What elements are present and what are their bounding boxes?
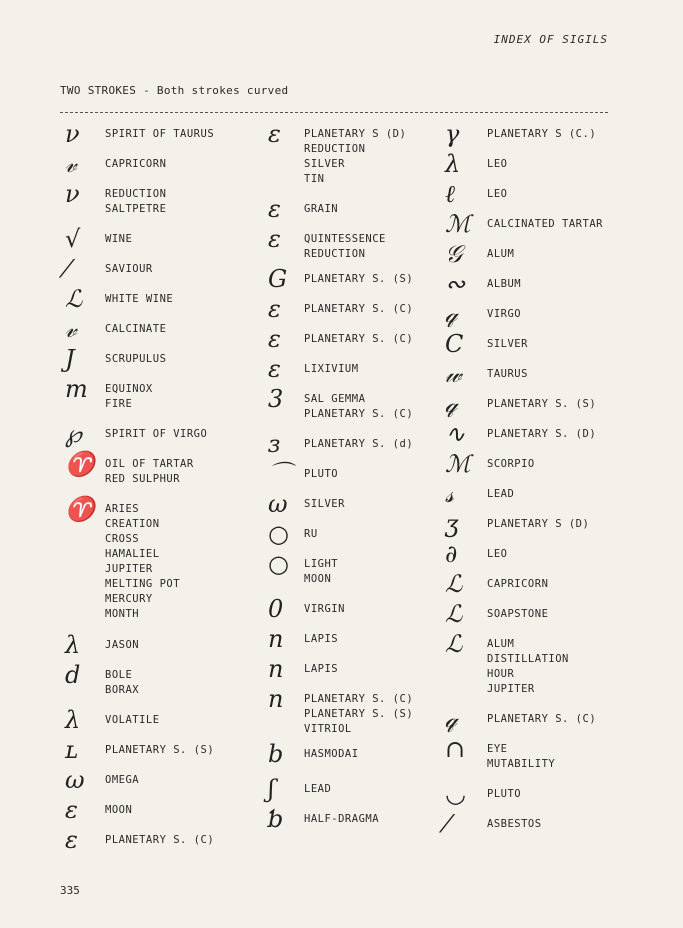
sigil-glyph: ℒ (445, 630, 463, 658)
sigil-label: HOUR (487, 668, 515, 680)
sigil-label: VITRIOL (304, 723, 352, 735)
sigil-glyph: 3 (268, 385, 284, 413)
sigil-glyph: ℒ (445, 570, 463, 598)
sigil-label: LEO (487, 158, 508, 170)
sigil-glyph: ○ (268, 520, 290, 548)
sigil-glyph: ◡ (445, 780, 467, 808)
sigil-glyph: J (65, 345, 76, 373)
sigil-label: ASBESTOS (487, 818, 542, 830)
sigil-label: HASMODAI (304, 748, 359, 760)
sigil-label: PLANETARY S. (C) (304, 408, 414, 420)
sigil-glyph: ℘ (65, 420, 83, 448)
sigil-glyph: ∩ (445, 735, 466, 763)
sigil-glyph: b (268, 740, 284, 768)
sigil-label: SILVER (304, 158, 345, 170)
sigil-label: SCORPIO (487, 458, 535, 470)
sigil-label: MELTING POT (105, 578, 181, 590)
sigil-glyph: λ (445, 150, 461, 178)
sigil-glyph: ⁄ (65, 255, 70, 283)
sigil-label: ALUM (487, 638, 515, 650)
sigil-label: GRAIN (304, 203, 339, 215)
sigil-glyph: γ (445, 120, 460, 148)
sigil-label: SILVER (487, 338, 528, 350)
sigil-glyph: ν (65, 120, 81, 148)
sigil-label: OIL OF TARTAR (105, 458, 194, 470)
sigil-label: TIN (304, 173, 325, 185)
sigil-glyph: 𝒢 (445, 240, 463, 268)
sigil-glyph: ɜ (268, 430, 281, 458)
sigil-label: PLANETARY S. (C) (487, 713, 597, 725)
sigil-label: LIGHT (304, 558, 339, 570)
sigil-glyph: ℳ (445, 450, 472, 478)
sigil-glyph: 𝓈 (445, 480, 455, 508)
page-header: INDEX OF SIGILS (493, 33, 608, 46)
sigil-glyph: 𝓋 (65, 150, 78, 178)
sigil-label: SCRUPULUS (105, 353, 167, 365)
sigil-label: SPIRIT OF VIRGO (105, 428, 208, 440)
sigil-label: REDUCTION (304, 143, 366, 155)
sigil-label: LAPIS (304, 663, 339, 675)
sigil-label: PLANETARY S. (S) (105, 744, 215, 756)
sigil-label: EYE (487, 743, 508, 755)
sigil-glyph: 𝓋 (65, 315, 78, 343)
sigil-label: LIXIVIUM (304, 363, 359, 375)
sigil-glyph: ν (65, 180, 81, 208)
sigil-label: PLANETARY S. (D) (487, 428, 597, 440)
sigil-label: PLANETARY S. (C) (304, 333, 414, 345)
sigil-label: LAPIS (304, 633, 339, 645)
sigil-label: SOAPSTONE (487, 608, 549, 620)
sigil-label: PLANETARY S. (C) (304, 693, 414, 705)
sigil-label: JUPITER (487, 683, 535, 695)
sigil-label: PLANETARY S. (d) (304, 438, 414, 450)
sigil-glyph: ○ (268, 550, 290, 578)
sigil-label: PLANETARY S. (S) (304, 708, 414, 720)
sigil-label: EQUINOX (105, 383, 153, 395)
sigil-glyph: d (65, 661, 81, 689)
sigil-glyph: ℓ (445, 180, 456, 208)
sigil-glyph: ω (65, 766, 86, 794)
sigil-glyph: ℒ (445, 600, 463, 628)
sigil-label: TAURUS (487, 368, 528, 380)
sigil-label: PLANETARY S. (S) (304, 273, 414, 285)
sigil-glyph: ε (268, 355, 282, 383)
sigil-label: CROSS (105, 533, 140, 545)
sigil-glyph: m (65, 375, 89, 403)
section-subtitle: TWO STROKES - Both strokes curved (60, 84, 289, 97)
sigil-label: BOLE (105, 669, 133, 681)
sigil-label: WINE (105, 233, 133, 245)
sigil-label: WHITE WINE (105, 293, 174, 305)
sigil-glyph: ⌒ (268, 460, 293, 488)
sigil-glyph: ε (65, 826, 79, 854)
sigil-label: SPIRIT OF TAURUS (105, 128, 215, 140)
sigil-label: SALTPETRE (105, 203, 167, 215)
sigil-label: LEO (487, 188, 508, 200)
sigil-glyph: ε (268, 325, 282, 353)
sigil-glyph: ♈ (65, 495, 96, 523)
sigil-label: FIRE (105, 398, 133, 410)
sigil-label: JUPITER (105, 563, 153, 575)
sigil-glyph: ε (268, 225, 282, 253)
sigil-label: REDUCTION (304, 248, 366, 260)
sigil-label: JASON (105, 639, 140, 651)
sigil-glyph: 𝓌 (445, 360, 463, 388)
sigil-label: RED SULPHUR (105, 473, 181, 485)
sigil-label: VIRGIN (304, 603, 345, 615)
sigil-label: HALF-DRAGMA (304, 813, 380, 825)
sigil-label: PLANETARY S (D) (487, 518, 590, 530)
sigil-label: PLANETARY S. (C) (304, 303, 414, 315)
sigil-glyph: ⁄ (445, 810, 450, 838)
sigil-label: MUTABILITY (487, 758, 556, 770)
sigil-glyph: λ (65, 631, 81, 659)
sigil-label: CAPRICORN (487, 578, 549, 590)
sigil-label: DISTILLATION (487, 653, 569, 665)
sigil-label: RU (304, 528, 318, 540)
sigil-glyph: ♈ (65, 450, 96, 478)
sigil-label: CREATION (105, 518, 160, 530)
sigil-glyph: ʃ (268, 775, 276, 803)
dashed-rule (60, 112, 608, 113)
sigil-label: MONTH (105, 608, 140, 620)
sigil-label: LEAD (304, 783, 332, 795)
sigil-glyph: ε (268, 120, 282, 148)
sigil-label: VOLATILE (105, 714, 160, 726)
sigil-glyph: ʟ (65, 736, 79, 764)
sigil-label: CALCINATE (105, 323, 167, 335)
sigil-glyph: C (445, 330, 464, 358)
sigil-glyph: ℳ (445, 210, 472, 238)
sigil-label: PLANETARY S (D) (304, 128, 407, 140)
sigil-glyph: 𝓆 (445, 705, 458, 733)
sigil-glyph: ∿ (445, 420, 466, 448)
sigil-glyph: ε (65, 796, 79, 824)
sigil-label: OMEGA (105, 774, 140, 786)
sigil-glyph: 𝓆 (445, 300, 458, 328)
sigil-glyph: ε (268, 195, 282, 223)
sigil-label: PLANETARY S. (C) (105, 834, 215, 846)
sigil-label: MERCURY (105, 593, 153, 605)
sigil-glyph: ∾ (445, 270, 466, 298)
sigil-label: VIRGO (487, 308, 522, 320)
sigil-glyph: √ (65, 225, 81, 253)
sigil-label: ALUM (487, 248, 515, 260)
sigil-label: QUINTESSENCE (304, 233, 386, 245)
sigil-label: LEO (487, 548, 508, 560)
sigil-glyph: ω (268, 490, 289, 518)
sigil-glyph: 0 (268, 595, 284, 623)
sigil-label: HAMALIEL (105, 548, 160, 560)
sigil-glyph: n (268, 625, 284, 653)
sigil-label: SAL GEMMA (304, 393, 366, 405)
sigil-label: ARIES (105, 503, 140, 515)
sigil-label: PLUTO (304, 468, 339, 480)
sigil-glyph: ʒ (445, 510, 460, 538)
sigil-label: REDUCTION (105, 188, 167, 200)
sigil-label: CALCINATED TARTAR (487, 218, 603, 230)
sigil-glyph: n (268, 655, 284, 683)
sigil-label: SILVER (304, 498, 345, 510)
sigil-glyph: ƅ (268, 805, 284, 833)
page-number: 335 (60, 884, 80, 897)
sigil-label: PLANETARY S. (S) (487, 398, 597, 410)
sigil-glyph: λ (65, 706, 81, 734)
sigil-glyph: G (268, 265, 288, 293)
sigil-label: SAVIOUR (105, 263, 153, 275)
sigil-label: BORAX (105, 684, 140, 696)
sigil-glyph: 𝓆 (445, 390, 458, 418)
sigil-glyph: n (268, 685, 284, 713)
sigil-label: PLUTO (487, 788, 522, 800)
sigil-label: LEAD (487, 488, 515, 500)
sigil-label: PLANETARY S (C.) (487, 128, 597, 140)
sigil-label: MOON (304, 573, 332, 585)
sigil-label: ALBUM (487, 278, 522, 290)
sigil-glyph: ε (268, 295, 282, 323)
sigil-label: MOON (105, 804, 133, 816)
sigil-glyph: ℒ (65, 285, 83, 313)
sigil-label: CAPRICORN (105, 158, 167, 170)
sigil-glyph: ∂ (445, 540, 458, 568)
